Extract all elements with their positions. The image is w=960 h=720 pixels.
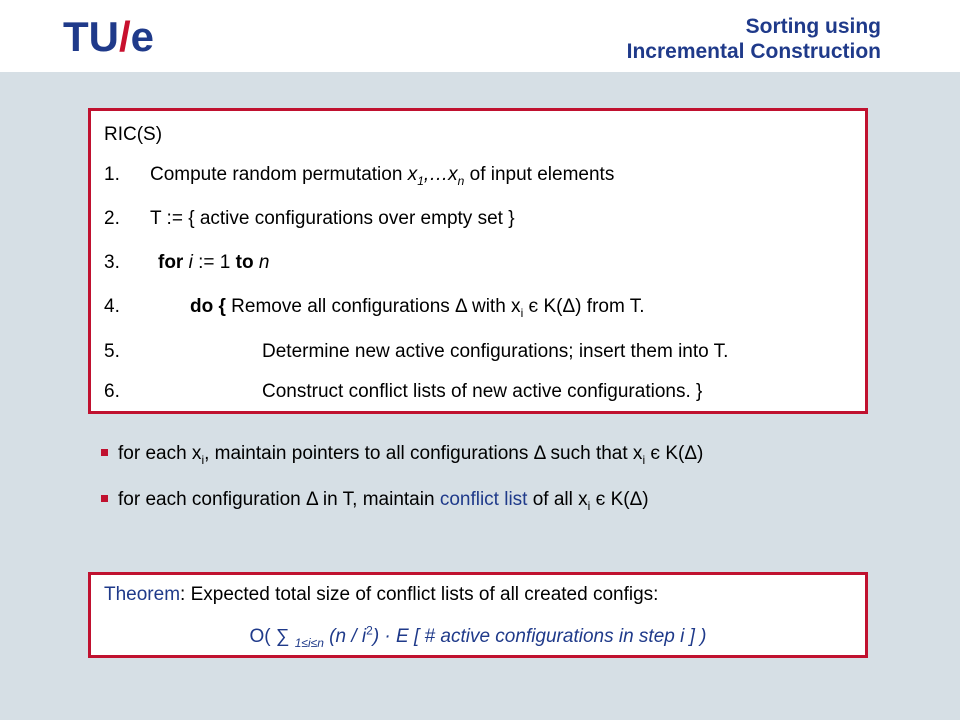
math-subscript: i <box>587 498 591 513</box>
bullet-square-icon <box>101 449 108 456</box>
step-text <box>150 163 614 187</box>
conflict-list-term: conflict list <box>439 489 528 510</box>
bullet-text-part: of all x <box>527 489 588 510</box>
step-number: 5. <box>104 341 120 362</box>
formula-part: O( ∑ <box>249 626 295 647</box>
slide-title-line-1: Sorting using <box>745 15 881 38</box>
step-text-part: Remove all configurations Δ with x <box>225 296 521 317</box>
math-subscript: i <box>520 305 524 320</box>
step-number: 4. <box>104 296 120 317</box>
math-var: n <box>258 252 270 273</box>
step-number: 2. <box>104 208 120 229</box>
math-var: x <box>407 164 418 185</box>
algorithm-box <box>88 108 868 414</box>
step-text: Determine new active configurations; insert them into T. <box>262 341 729 362</box>
theorem-formula <box>91 625 865 649</box>
step-text-part: Compute random permutation <box>150 164 408 185</box>
math-subscript: i <box>642 452 646 467</box>
step-number: 6. <box>104 381 120 402</box>
bullet-text-part: є K(Δ) <box>590 489 649 510</box>
slide-title-line-2: Incremental Construction <box>626 40 881 63</box>
bullet-item-2 <box>101 488 649 512</box>
math-subscript: 1 <box>417 173 424 188</box>
formula-part: ) · E [ # active configurations in step i ] ) <box>372 626 707 647</box>
bullet-text-part: є K(Δ) <box>645 443 704 464</box>
keyword-do: do { <box>190 296 226 317</box>
bullet-item-1 <box>101 442 703 466</box>
bullet-text-part: for each x <box>118 443 202 464</box>
math-var: i <box>188 252 193 273</box>
bullet-text-part: , maintain pointers to all configurations Δ such that x <box>204 443 643 464</box>
tue-logo <box>63 12 154 62</box>
step-number: 3. <box>104 252 120 273</box>
logo-slash: / <box>119 13 131 60</box>
step-text: T := { active configurations over empty set } <box>150 208 515 229</box>
keyword-for: for <box>158 252 184 273</box>
step-text: Construct conflict lists of new active configurations. } <box>262 381 703 402</box>
logo-part: e <box>130 13 155 60</box>
theorem-statement <box>104 583 658 607</box>
theorem-text: : Expected total size of conflict lists of all created configs: <box>180 584 659 605</box>
theorem-label: Theorem <box>104 584 181 605</box>
theorem-box <box>88 572 868 658</box>
step-text-part: of input elements <box>464 164 615 185</box>
step-number: 1. <box>104 164 120 185</box>
math-ellipsis: ,… <box>423 164 449 185</box>
step-text <box>158 251 269 275</box>
slide-title <box>627 14 881 64</box>
step-text-part: := 1 <box>192 252 236 273</box>
step-text <box>190 295 645 319</box>
math-var: x <box>448 164 458 185</box>
bullet-square-icon <box>101 495 108 502</box>
math-subscript: n <box>457 173 465 188</box>
step-text-part: є K(Δ) from T. <box>523 296 645 317</box>
formula-sum-range: 1≤i≤n <box>294 635 324 650</box>
formula-part: (n / i <box>323 626 367 647</box>
formula-exponent: 2 <box>366 623 373 638</box>
logo-part: TU <box>63 13 119 60</box>
header-bar <box>0 0 960 72</box>
keyword-to: to <box>235 252 254 273</box>
math-subscript: i <box>201 452 205 467</box>
algorithm-name: RIC(S) <box>104 124 163 145</box>
bullet-text-part: for each configuration Δ in T, maintain <box>118 489 440 510</box>
